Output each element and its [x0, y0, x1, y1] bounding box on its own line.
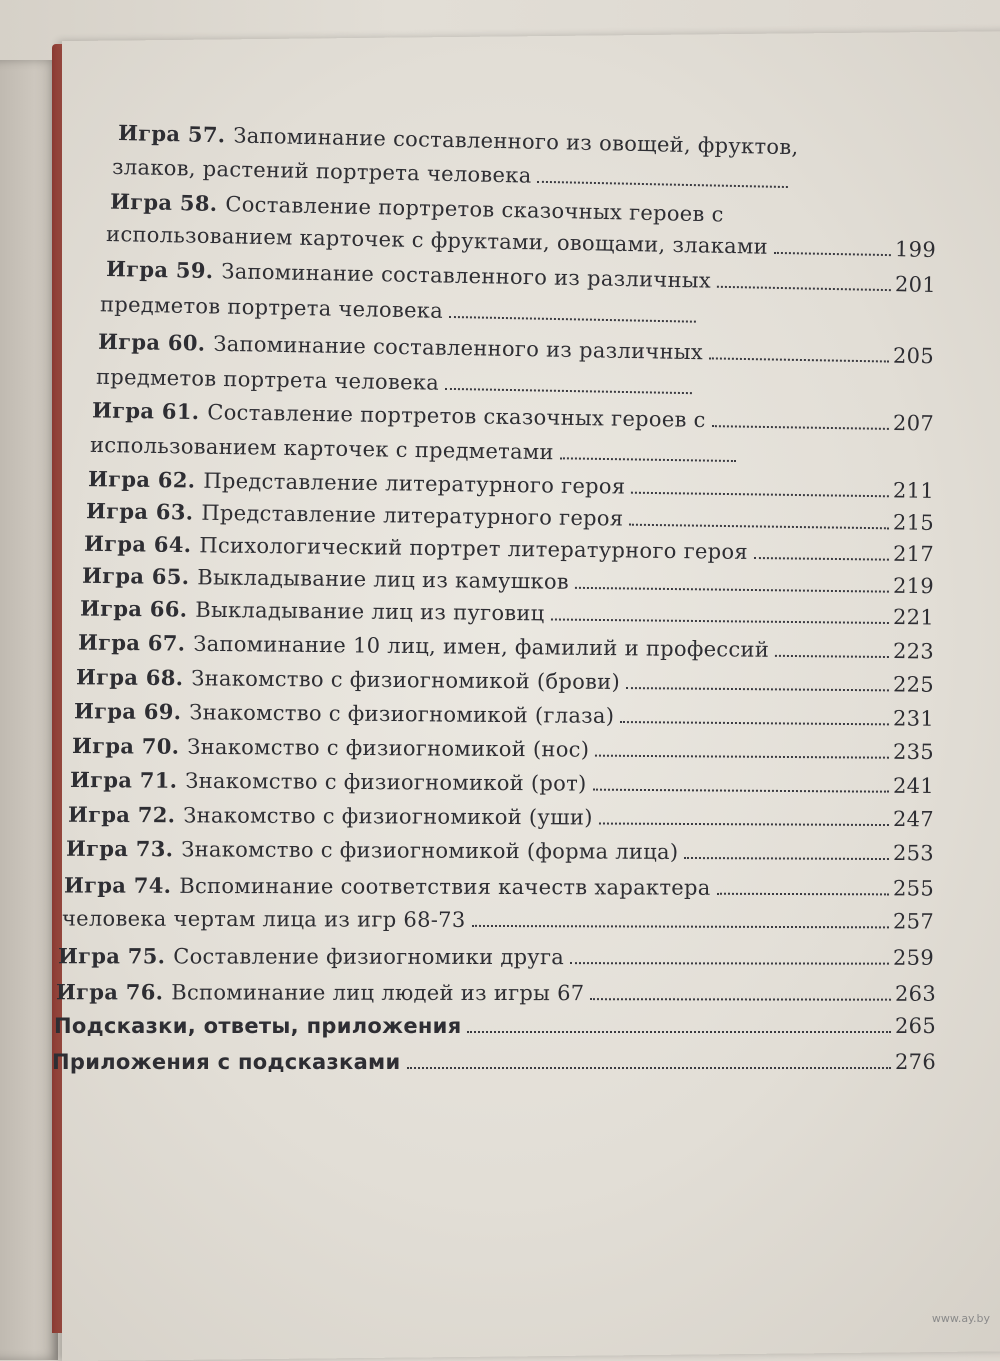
- toc-title: человека чертам лица из игр 68-73: [61, 906, 466, 932]
- toc-label: Игра 59.: [105, 256, 214, 284]
- toc-row: [100, 292, 701, 336]
- toc-row: [78, 630, 934, 671]
- toc-label: Игра 63.: [85, 498, 194, 525]
- toc-title: Приложения с подсказками: [52, 1050, 401, 1074]
- toc-leader: [717, 286, 891, 291]
- toc-page-number: 276: [895, 1050, 936, 1074]
- toc-label: Игра 58.: [109, 188, 218, 216]
- toc-title: Запоминание составленного из различных: [213, 331, 704, 365]
- toc-row: [68, 802, 934, 839]
- toc-label: Игра 60.: [97, 328, 206, 356]
- toc-row: [76, 664, 934, 703]
- toc-row: [54, 1014, 936, 1046]
- toc-page-number: 253: [892, 841, 935, 866]
- toc-page-number: 207: [892, 410, 935, 436]
- toc-label: Игра 76.: [55, 979, 164, 1005]
- toc-label: Игра 66.: [79, 595, 188, 622]
- toc-page-number: 217: [892, 541, 935, 567]
- toc-title: Психологический портрет литературного героя: [199, 533, 749, 564]
- toc-leader: [590, 998, 891, 1001]
- toc-leader: [599, 823, 889, 827]
- toc-label: Игра 74.: [63, 872, 172, 898]
- toc-leader: [684, 857, 889, 860]
- toc-title: Знакомство с физиогномикой (глаза): [189, 700, 615, 728]
- toc-leader: [709, 357, 889, 362]
- toc-leader: [775, 655, 889, 658]
- toc-title: Составление портретов сказочных героев с: [225, 192, 724, 227]
- toc-row: [52, 1050, 936, 1082]
- toc-title: Знакомство с физиогномикой (нос): [187, 734, 590, 762]
- toc-title: Вспоминание соответствия качеств характера: [179, 873, 711, 900]
- toc-title: Представление литературного героя: [201, 500, 624, 531]
- toc-page-number: 241: [892, 773, 935, 799]
- site-watermark: www.ay.by: [931, 1312, 990, 1325]
- toc-page-number: 247: [892, 807, 935, 832]
- toc-page-number: 221: [892, 605, 935, 630]
- toc-row: [66, 836, 934, 873]
- toc-leader: [560, 457, 736, 462]
- toc-title: Составление физиогномики друга: [173, 944, 565, 970]
- toc-title: злаков, растений портрета человека: [111, 154, 532, 188]
- toc-leader: [575, 587, 889, 593]
- toc-label: Игра 70.: [71, 732, 180, 759]
- toc-page-number: 201: [894, 272, 937, 297]
- toc-title: использованием карточек с предметами: [89, 432, 555, 465]
- toc-leader: [629, 524, 889, 530]
- toc-title: Подсказки, ответы, приложения: [54, 1014, 462, 1038]
- toc-title: предметов портрета человека: [95, 364, 440, 395]
- toc-row: [58, 943, 934, 977]
- toc-row: [74, 698, 934, 738]
- toc-page-number: 215: [892, 510, 935, 535]
- toc-title: Составление портретов сказочных героев с: [207, 400, 706, 433]
- toc-row: [70, 767, 934, 805]
- toc-leader: [550, 618, 888, 624]
- toc-label: Игра 61.: [91, 397, 200, 425]
- toc-label: Игра 69.: [73, 698, 182, 725]
- toc-leader: [445, 388, 692, 394]
- toc-leader: [471, 925, 889, 928]
- toc-leader: [467, 1031, 891, 1033]
- toc-page-number: 211: [892, 478, 935, 503]
- toc-page-number: 219: [892, 573, 935, 599]
- toc-leader: [593, 789, 889, 793]
- toc-label: Игра 65.: [81, 562, 190, 590]
- toc-title: Знакомство с физиогномикой (уши): [183, 803, 593, 830]
- toc-title: предметов портрета человека: [99, 292, 444, 323]
- toc-row: [56, 979, 936, 1013]
- toc-title: Запоминание составленного из различных: [221, 259, 712, 293]
- toc-leader: [717, 893, 889, 896]
- toc-page-number: 257: [892, 909, 935, 934]
- toc-row: [64, 872, 934, 907]
- toc-row: [62, 906, 934, 941]
- toc-label: Игра 75.: [57, 943, 166, 969]
- toc-page-number: 265: [895, 1014, 936, 1038]
- toc-leader: [626, 687, 889, 691]
- toc-title: Выкладывание лиц из камушков: [197, 565, 570, 594]
- toc-label: Игра 67.: [77, 629, 186, 656]
- toc-leader: [407, 1067, 891, 1069]
- toc-title: Вспоминание лиц людей из игры 67: [171, 980, 585, 1006]
- toc-leader: [774, 252, 891, 256]
- toc-title: Представление литературного героя: [203, 468, 626, 499]
- toc-page-number: 225: [892, 672, 935, 697]
- toc-title: Запоминание 10 лиц, имен, фамилий и профессий: [193, 631, 770, 662]
- toc-leader: [631, 492, 889, 498]
- toc-label: Игра 62.: [87, 466, 196, 493]
- toc-page-number: 199: [894, 237, 937, 262]
- toc-leader: [595, 755, 889, 759]
- toc-label: Игра 72.: [67, 801, 176, 828]
- toc-label: Игра 73.: [65, 835, 174, 862]
- toc-page-number: 223: [892, 639, 935, 664]
- toc-page-number: 231: [892, 706, 935, 731]
- toc-leader: [712, 425, 889, 430]
- toc-title: Выкладывание лиц из пуговиц: [195, 597, 545, 626]
- toc-title: Знакомство с физиогномикой (рот): [185, 768, 587, 796]
- toc-leader: [537, 181, 788, 188]
- toc-page-number: 205: [892, 343, 935, 369]
- toc-page-number: 235: [892, 739, 935, 765]
- toc-page-number: 255: [892, 876, 935, 901]
- toc-title: Знакомство с физиогномикой (брови): [191, 666, 621, 695]
- toc-title: использованием карточек с фруктами, овощами, злаками: [105, 222, 769, 259]
- toc-leader: [570, 962, 889, 965]
- toc-label: Игра 71.: [69, 766, 178, 793]
- toc-label: Игра 57.: [117, 120, 226, 148]
- toc-page-number: 259: [892, 945, 935, 970]
- toc-leader: [620, 721, 889, 725]
- toc-title: Запоминание составленного из овощей, фруктов,: [233, 123, 799, 160]
- toc-row: [72, 733, 934, 771]
- toc-label: Игра 68.: [75, 664, 184, 691]
- toc-label: Игра 64.: [83, 530, 192, 558]
- toc-page-number: 263: [894, 981, 937, 1006]
- toc-leader: [449, 316, 696, 323]
- toc-leader: [754, 557, 889, 561]
- toc-title: Знакомство с физиогномикой (форма лица): [181, 837, 679, 864]
